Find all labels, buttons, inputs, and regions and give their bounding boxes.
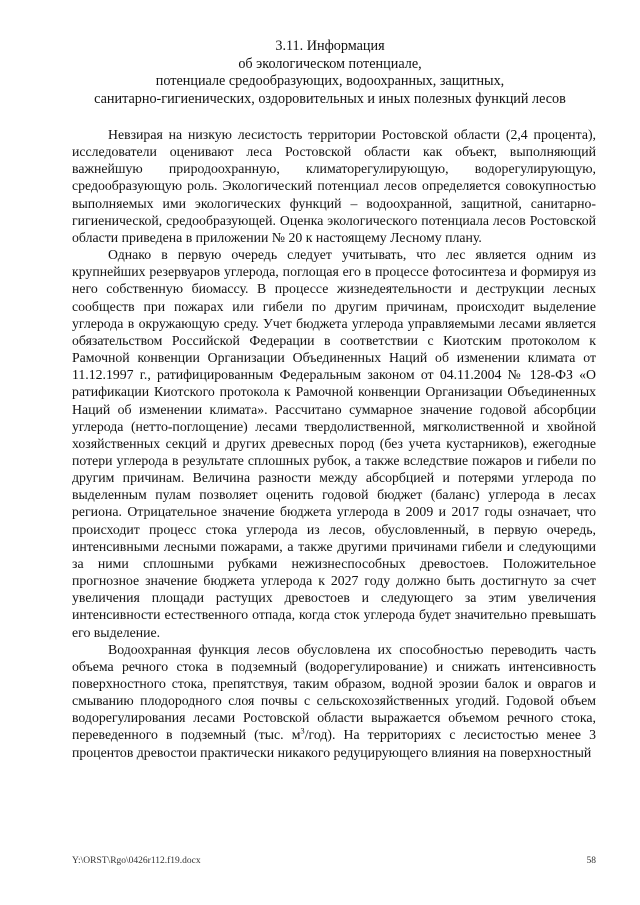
body-text [72, 126, 596, 761]
heading-line-4: санитарно-гигиенических, оздоровительных и иных полезных функций лесов [94, 90, 566, 107]
heading-line-1: 3.11. Информация [275, 38, 385, 54]
cubic-superscript: 3 [300, 725, 305, 736]
paragraph-water-protection-part-2: /год). На территориях с лесистостью менее 3 процентов древостои практически никакого редуцирующего влияния на поверхностный [72, 727, 596, 760]
paragraph-water-protection-part-1: Водоохранная функция лесов обусловлена их способностью переводить часть объема речного стока в подземный (водорегулирование) и снижать интенсивность поверхностного стока, препятствуя, таким образом, водной эрозии балок и оврагов и смыванию плодородного слоя почвы с сельскохозяйственных угодий. Годовой объем водорегулирования лесами Ростовской области выражается объемом речного стока, переведенного в подземный (тыс. м [72, 641, 596, 743]
page-footer [72, 856, 596, 866]
heading-line-3: потенциале средообразующих, водоохранных, защитных, [155, 73, 505, 89]
heading-line-2: об экологическом потенциале, [238, 55, 422, 72]
paragraph-ecological-potential: Невзирая на низкую лесистость территории Ростовской области (2,4 процента), исследователи оценивают леса Ростовской области как объект, выполняющий важнейшую природоохранную, климаторегулирующую, водорегулирующую, средообразующую роль. Экологический потенциал лесов определяется совокупностью выполняемых ими экологических функций – водоохранной, защитной, санитарно-гигиенической, средообразующей. Оценка экологического потенциала лесов Ростовской области приведена в приложении № 20 к настоящему Лесному плану. [72, 127, 596, 245]
footer-file-path: Y:\ORST\Rgo\0426r112.f19.docx [72, 856, 201, 866]
page-number: 58 [586, 856, 596, 866]
paragraph-carbon-budget: Однако в первую очередь следует учитывать, что лес является одним из крупнейших резервуаров углерода, поглощая его в процессе фотосинтеза и формируя из него собственную биомассу. В процессе жизнедеятельности и деструкции лесных сообществ при пожарах или гибели по другим причинам, происходит выделение углерода в окружающую среду. Учет бюджета углерода управляемыми лесами является обязательством Российской Федерации в соответствии с Киотским протоколом к Рамочной конвенции Организации Объединенных Наций об изменении климата от 11.12.1997 г., ратифицированным Федеральным законом от 04.11.2004 № 128-ФЗ «О ратификации Киотского протокола к Рамочной конвенции Организации Объединенных Наций об изменении климата». Рассчитано суммарное значение годовой абсорбции углерода (нетто-поглощение) лесами твердолиственной, мягколиственной и хвойной хозяйственных секций и других древесных пород (без учета кустарников), ежегодные потери углерода в результате сплошных рубок, а также вследствие пожаров и гибели по другим причинам. Величина разности между абсорбцией и потерями углерода по выделенным пулам позволяет оценить годовой бюджет (баланс) углерода в лесах региона. Отрицательное значение бюджета углерода в 2009 и 2017 годы означает, что происходит процесс стока углерода из лесов, обусловленный, в первую очередь, интенсивными лесными пожарами, а также другими причинами гибели и следующими за ними сплошными рубками нежизнеспособных древостоев. Положительное прогнозное значение бюджета углерода к 2027 году должно быть достигнуто за счет увеличения площади растущих древостоев и следующего за этим увеличения интенсивности естественного отпада, когда сток углерода будет значительно превышать его выделение. [72, 247, 596, 640]
paragraph-water-protection [72, 641, 596, 761]
section-heading [60, 38, 600, 108]
